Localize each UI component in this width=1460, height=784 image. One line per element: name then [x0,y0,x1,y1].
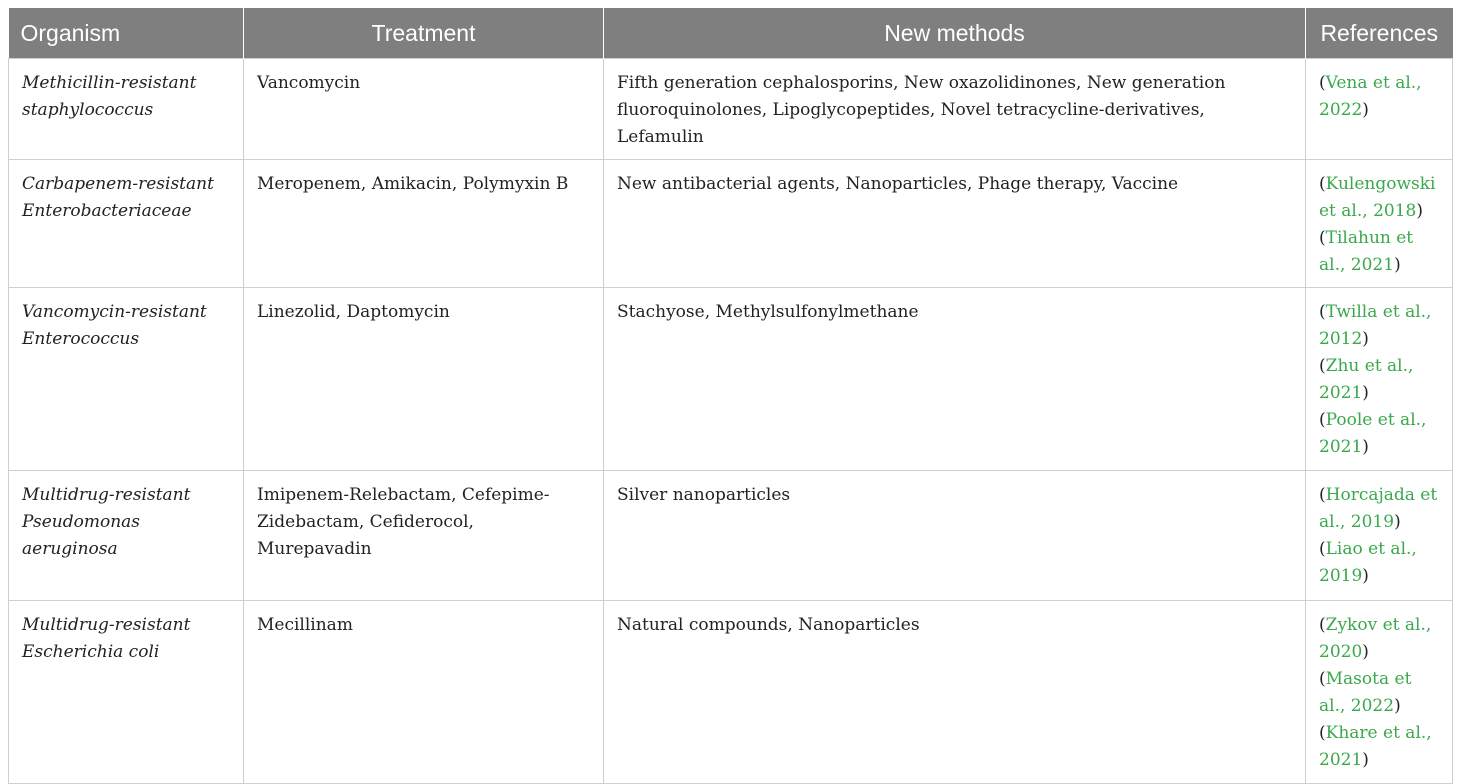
reference-link[interactable]: (Poole et al., 2021) [1319,410,1427,457]
table-row [9,471,1453,601]
references-cell [1306,288,1453,471]
table-row [9,288,1453,471]
treatment-cell: Mecillinam [244,601,604,784]
treatment-cell: Meropenem, Amikacin, Polymyxin B [244,160,604,288]
reference-link[interactable]: (Twilla et al., 2012) [1319,302,1432,349]
reference-text[interactable]: Tilahun et al., 2021 [1319,228,1414,275]
reference-text[interactable]: Horcajada et al., 2019 [1319,485,1438,532]
reference-link[interactable]: (Masota et al., 2022) [1319,669,1412,716]
reference-text[interactable]: Twilla et al., 2012 [1319,302,1432,349]
methods-cell: New antibacterial agents, Nanoparticles, Phage therapy, Vaccine [604,160,1306,288]
reference-text[interactable]: Zykov et al., 2020 [1319,615,1432,662]
header-references: References [1306,8,1453,59]
methods-cell: Silver nanoparticles [604,471,1306,601]
methods-cell: Stachyose, Methylsulfonylmethane [604,288,1306,471]
reference-link[interactable]: (Khare et al., 2021) [1319,723,1432,770]
reference-link[interactable]: (Tilahun et al., 2021) [1319,228,1414,275]
table-row [9,160,1453,288]
references-cell [1306,601,1453,784]
methods-cell: Natural compounds, Nanoparticles [604,601,1306,784]
references-cell [1306,471,1453,601]
reference-text[interactable]: Zhu et al., 2021 [1319,356,1414,403]
reference-text[interactable]: Poole et al., 2021 [1319,410,1427,457]
organism-cell: Methicillin-resistant staphylococcus [9,59,244,160]
table-container [8,8,1452,784]
organism-cell: Carbapenem-resistant Enterobacteriaceae [9,160,244,288]
reference-text[interactable]: Vena et al., 2022 [1319,73,1422,120]
treatment-cell: Imipenem-Relebactam, Cefepime-Zidebactam, Cefiderocol, Murepavadin [244,471,604,601]
reference-link[interactable]: (Vena et al., 2022) [1319,73,1422,120]
reference-text[interactable]: Masota et al., 2022 [1319,669,1412,716]
reference-link[interactable]: (Zykov et al., 2020) [1319,615,1432,662]
header-new-methods: New methods [604,8,1306,59]
organism-cell: Multidrug-resistant Pseudomonas aeruginosa [9,471,244,601]
treatment-cell: Linezolid, Daptomycin [244,288,604,471]
organism-treatment-table [8,8,1453,784]
references-cell [1306,160,1453,288]
reference-text[interactable]: Khare et al., 2021 [1319,723,1432,770]
treatment-cell: Vancomycin [244,59,604,160]
header-organism: Organism [9,8,244,59]
reference-text[interactable]: Kulengowski et al., 2018 [1319,174,1436,221]
header-treatment: Treatment [244,8,604,59]
reference-link[interactable]: (Zhu et al., 2021) [1319,356,1414,403]
methods-cell: Fifth generation cephalosporins, New oxazolidinones, New generation fluoroquinolones, Lipoglycopeptides, Novel tetracycline-derivatives, Lefamulin [604,59,1306,160]
reference-link[interactable]: (Horcajada et al., 2019) [1319,485,1438,532]
organism-cell: Vancomycin-resistant Enterococcus [9,288,244,471]
reference-link[interactable]: (Liao et al., 2019) [1319,539,1417,586]
organism-cell: Multidrug-resistant Escherichia coli [9,601,244,784]
table-row [9,601,1453,784]
reference-text[interactable]: Liao et al., 2019 [1319,539,1417,586]
references-cell [1306,59,1453,160]
reference-link[interactable]: (Kulengowski et al., 2018) [1319,174,1436,221]
table-row [9,59,1453,160]
header-row [9,8,1453,59]
